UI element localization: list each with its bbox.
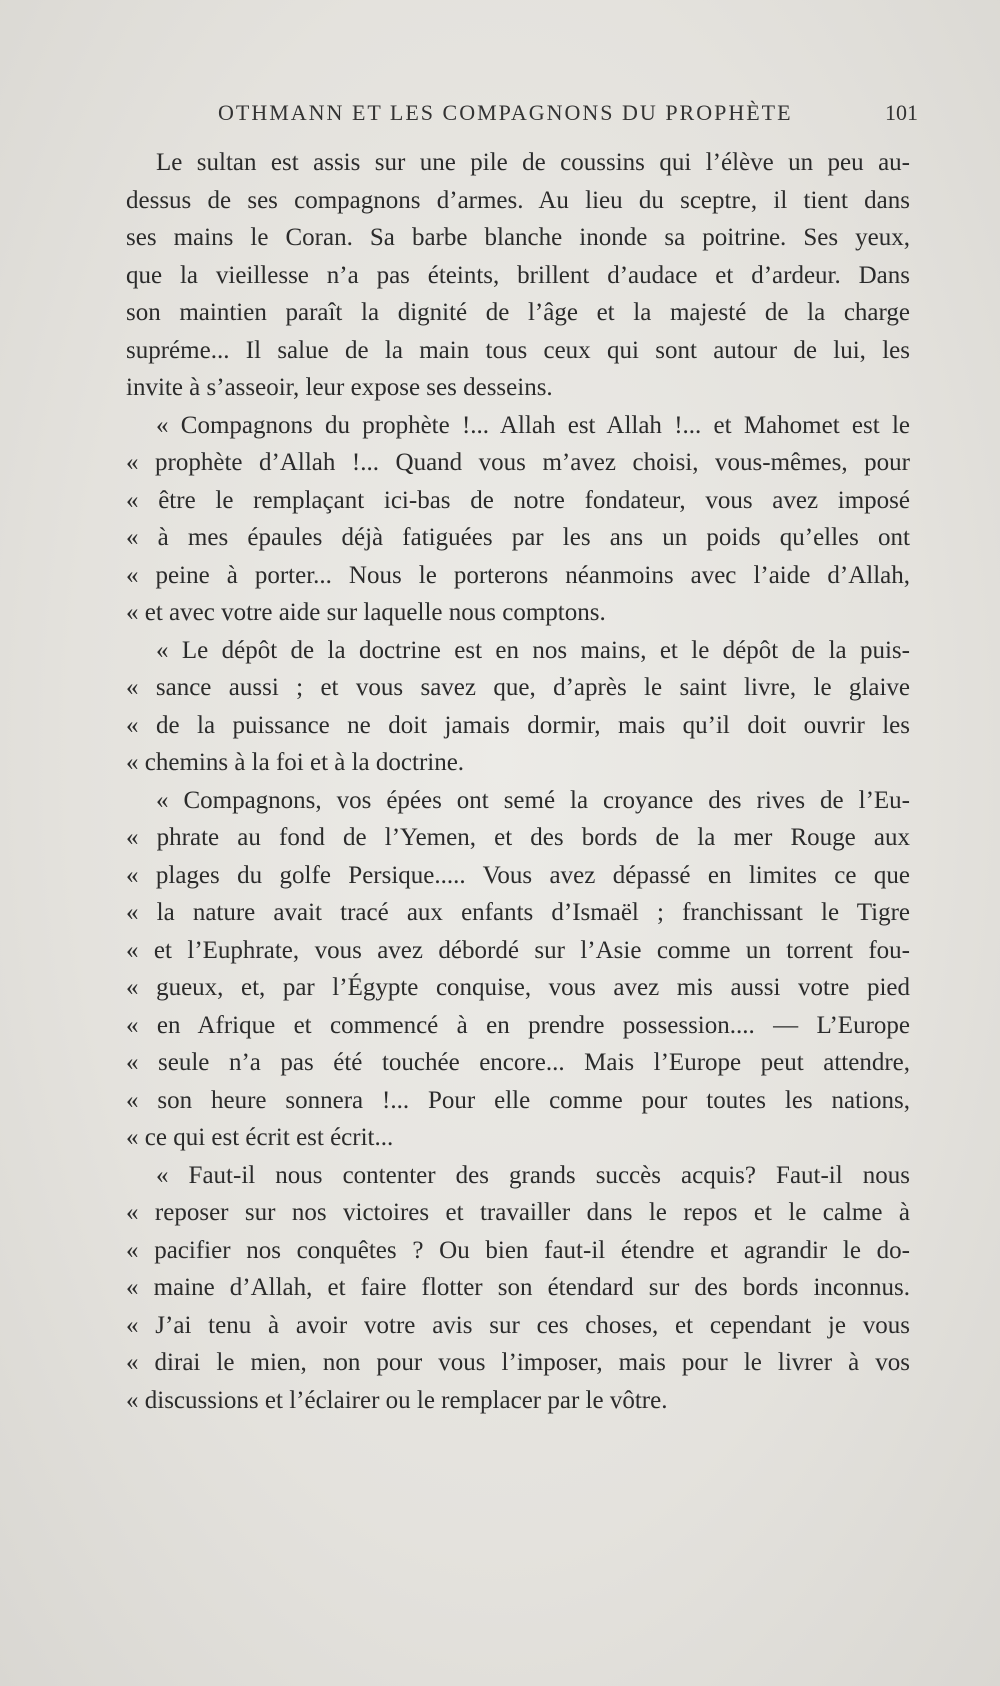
text-line: « Le dépôt de la doctrine est en nos mains, et le dépôt de la puis- xyxy=(156,636,910,664)
text-line: « pacifier nos conquêtes ? Ou bien faut-il étendre et agrandir le do- xyxy=(126,1236,910,1264)
body-text xyxy=(126,144,910,1419)
text-line: « peine à porter... Nous le porterons néanmoins avec l’aide d’Allah, xyxy=(126,561,910,589)
text-line: « en Afrique et commencé à en prendre possession.... — L’Europe xyxy=(126,1011,910,1039)
text-line: ses mains le Coran. Sa barbe blanche inonde sa poitrine. Ses yeux, xyxy=(126,224,910,251)
text-line: « Compagnons du prophète !... Allah est Allah !... et Mahomet est le xyxy=(156,411,910,439)
text-line: « plages du golfe Persique..... Vous avez dépassé en limites ce que xyxy=(126,861,910,889)
text-line: que la vieillesse n’a pas éteints, brillent d’audace et d’ardeur. Dans xyxy=(126,261,910,289)
text-line: « discussions et l’éclairer ou le remplacer par le vôtre. xyxy=(126,1386,668,1414)
page-number: 101 xyxy=(885,100,918,125)
text-line: « dirai le mien, non pour vous l’imposer, mais pour le livrer à vos xyxy=(126,1349,910,1376)
text-line: « et avec votre aide sur laquelle nous comptons. xyxy=(126,599,606,626)
text-line: « sance aussi ; et vous savez que, d’après le saint livre, le glaive xyxy=(126,674,910,701)
text-line: « être le remplaçant ici-bas de notre fondateur, vous avez imposé xyxy=(126,486,910,514)
text-line: « maine d’Allah, et faire flotter son étendard sur des bords inconnus. xyxy=(126,1274,910,1301)
running-head xyxy=(218,100,918,130)
text-line: son maintien paraît la dignité de l’âge et la majesté de la charge xyxy=(126,299,910,326)
text-line: « prophète d’Allah !... Quand vous m’avez choisi, vous-mêmes, pour xyxy=(126,449,910,476)
text-line: « phrate au fond de l’Yemen, et des bords de la mer Rouge aux xyxy=(126,824,910,851)
text-line: supréme... Il salue de la main tous ceux qui sont autour de lui, les xyxy=(126,336,910,364)
text-line: dessus de ses compagnons d’armes. Au lieu du sceptre, il tient dans xyxy=(126,186,910,214)
text-line: « gueux, et, par l’Égypte conquise, vous avez mis aussi votre pied xyxy=(126,974,910,1001)
text-line: « à mes épaules déjà fatiguées par les ans un poids qu’elles ont xyxy=(126,524,910,551)
text-line: Le sultan est assis sur une pile de coussins qui l’élève un peu au- xyxy=(156,149,910,176)
text-line: « son heure sonnera !... Pour elle comme pour toutes les nations, xyxy=(126,1086,910,1114)
text-line: « la nature avait tracé aux enfants d’Ismaël ; franchissant le Tigre xyxy=(126,899,910,926)
text-line: « seule n’a pas été touchée encore... Mais l’Europe peut attendre, xyxy=(126,1049,910,1076)
text-line: « J’ai tenu à avoir votre avis sur ces choses, et cependant je vous xyxy=(126,1311,910,1339)
running-title: OTHMANN ET LES COMPAGNONS DU PROPHÈTE xyxy=(218,100,793,125)
text-line: invite à s’asseoir, leur expose ses desseins. xyxy=(126,374,553,401)
text-line: « Compagnons, vos épées ont semé la croyance des rives de l’Eu- xyxy=(156,786,910,814)
text-line: « Faut-il nous contenter des grands succès acquis? Faut-il nous xyxy=(156,1161,910,1189)
text-line: « chemins à la foi et à la doctrine. xyxy=(126,749,465,776)
text-line: « ce qui est écrit est écrit... xyxy=(126,1124,394,1151)
text-line: « reposer sur nos victoires et travailler dans le repos et le calme à xyxy=(126,1199,910,1226)
text-line: « de la puissance ne doit jamais dormir, mais qu’il doit ouvrir les xyxy=(126,711,910,739)
text-line: « et l’Euphrate, vous avez débordé sur l’Asie comme un torrent fou- xyxy=(126,936,910,964)
